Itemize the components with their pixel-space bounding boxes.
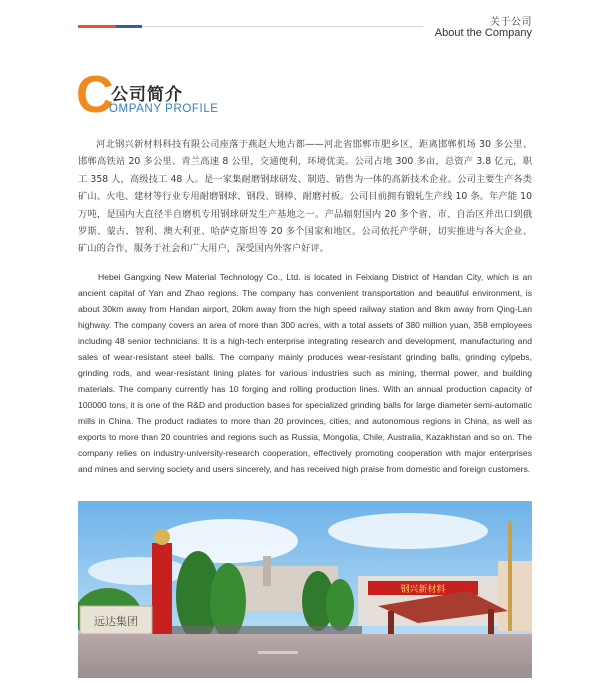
photo-road: [78, 634, 532, 678]
section-initial-letter: C: [76, 66, 114, 124]
header-title-en: About the Company: [434, 27, 532, 39]
header-accent-orange: [78, 25, 116, 28]
photo-building-banner-text: 钢兴新材料: [400, 585, 446, 595]
header-title-cn: 关于公司: [490, 17, 532, 28]
company-profile-paragraph-cn: 河北钢兴新材料科技有限公司座落于燕赵大地古都——河北省邯郸市肥乡区，距离邯郸机场 30 多公里、邯郸高铁站 20 多公里、青兰高速 8 公里，交通便利，环境优美。公司占地 300 多亩，总资产 3.8 亿元，职工 358 人，高级技工 48 人。是一家集耐磨钢球研发、制造、销售为一体的高新技术企业。公司主要生产各类矿山、火电、建材等行业专用耐磨钢球、钢段、钢棒、耐磨衬板。公司目前拥有锻轧生产线 10 条。年产能 10 万吨，是国内大直径半自磨机专用钢球研发生产基地之一。产品辐射国内 20 多个省、市、自治区并出口到俄罗斯、蒙古、智利、澳大利亚、哈萨克斯坦等 20 多个国家和地区。公司依托产学研，切实推进与各大企业、矿山的合作，服务于社会和广大用户，深受国内外客户好评。: [78, 139, 532, 255]
photo-gate-sign-text: 远达集团: [94, 615, 138, 628]
photo-gate-pillar: [152, 543, 172, 635]
company-profile-paragraph-en: Hebei Gangxing New Material Technology Co., Ltd. is located in Feixiang District of Handan City, which is an ancient capital of Yan and Zhao regions. The company has convenient transportation and beautiful environment, is about 30km away from Handan airport, 20km away from the high speed railway station and 8km away from Qing-Lan highway. The company covers an area of more than 300 acres, with a total assets of 380 million yuan, 358 employees including 48 senior technicians. It is a high-tech enterprise integrating research and development, manufacturing and sales of wear-resistant steel balls. The company mainly produces wear-resistant grinding balls, grinding cylpebs, grinding rods, and wear-resistant lining plates for various industries such as mining, thermal power, and building materials. The company currently has 10 forging and rolling production lines. With an annual production capacity of 100000 tons, it is one of the R&D and production bases for specialized grinding balls for large diameter semi-automatic mills in China. The product radiates to more than 20 provinces, cities, and autonomous regions in China, as well as exports to more than 20 countries and regions such as Russia, Mongolia, Chile, Australia, Kazakhstan and so on. The company relies on industry-university-research cooperation, effectively promoting cooperation with major enterprises and mines and serving society and users sincerely, and has received high praise from domestic and foreign customers.: [78, 272, 532, 474]
section-title-cn: 公司简介: [111, 85, 183, 105]
company-photo: [78, 501, 532, 678]
section-title-en: OMPANY PROFILE: [109, 103, 219, 115]
header-accent-blue: [116, 25, 142, 28]
